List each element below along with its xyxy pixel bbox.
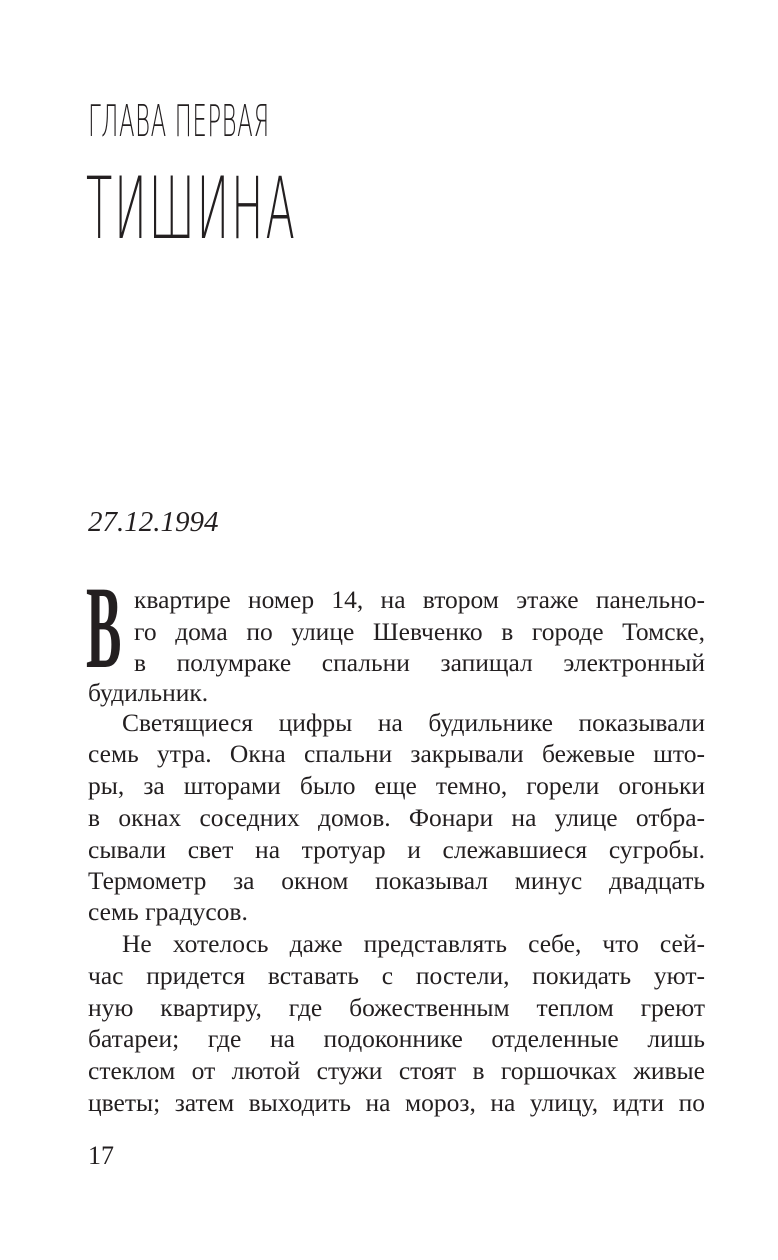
text-line: цветы; затем выходить на мороз, на улицу, идти по <box>88 1088 705 1117</box>
text-line: Не хотелось даже представлять себе, что сей- <box>122 929 705 958</box>
drop-cap: В <box>86 562 122 693</box>
text-line: Светящиеся цифры на будильнике показывали <box>122 708 705 737</box>
text-line: Термометр за окном показывал минус двадцать <box>88 866 705 895</box>
text-line: час придется вставать с постели, покидать уют- <box>88 961 705 990</box>
text-line: квартире номер 14, на втором этаже панельно- <box>134 585 705 614</box>
text-line: в окнах соседних домов. Фонари на улице отбра- <box>88 803 705 832</box>
text-line: го дома по улице Шевченко в городе Томске, <box>134 617 705 646</box>
text-line: семь градусов. <box>88 897 248 926</box>
page-number: 17 <box>88 1141 114 1170</box>
chapter-title: ТИШИНА <box>86 159 297 259</box>
chapter-label: ГЛАВА ПЕРВАЯ <box>88 96 270 147</box>
text-line: в полумраке спальни запищал электронный <box>134 648 705 677</box>
text-line: сывали свет на тротуар и слежавшиеся сугробы. <box>88 835 705 864</box>
text-line: стеклом от лютой стужи стоят в горшочках живые <box>88 1056 705 1085</box>
text-line: будильник. <box>88 678 209 707</box>
date: 27.12.1994 <box>88 506 219 538</box>
text-line: семь утра. Окна спальни закрывали бежевые што- <box>88 739 705 768</box>
text-line: ры, за шторами было еще темно, горели огоньки <box>88 771 705 800</box>
text-line: ную квартиру, где божественным теплом греют <box>88 993 705 1022</box>
text-line: батареи; где на подоконнике отделенные лишь <box>88 1024 705 1053</box>
